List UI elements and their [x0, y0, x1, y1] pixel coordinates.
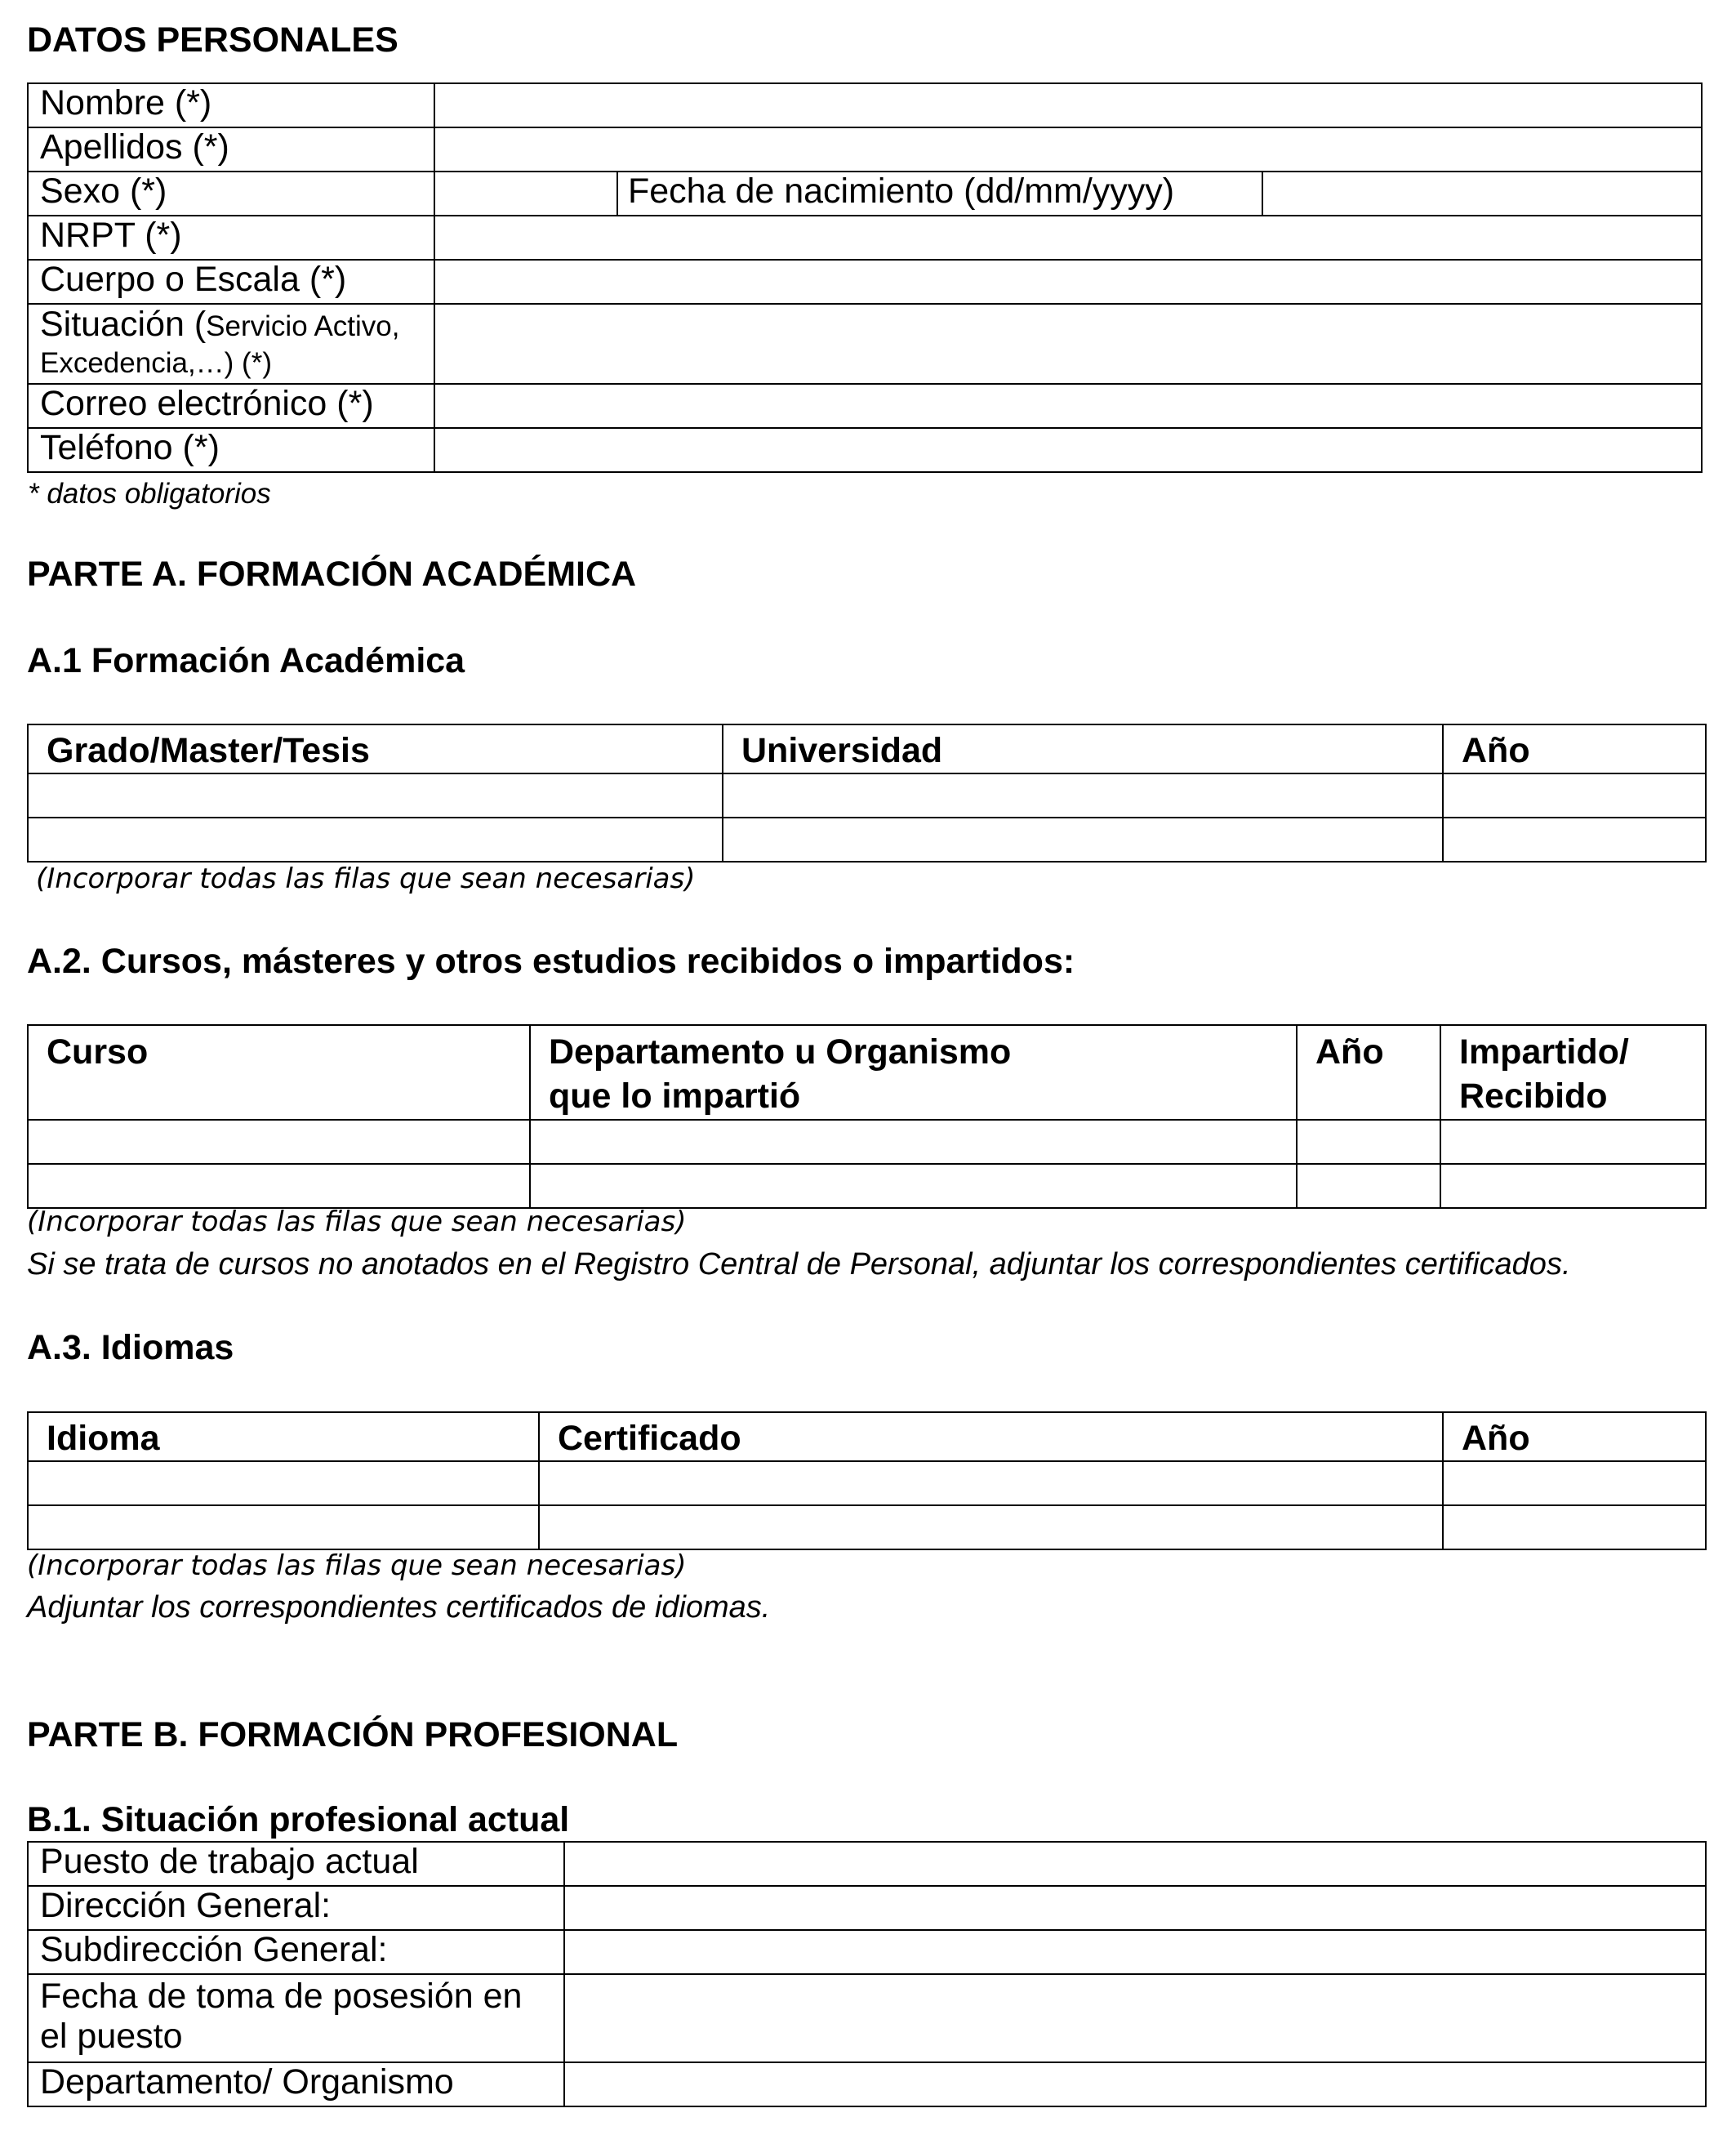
a3-certificates-note: Adjuntar los correspondientes certificados de idiomas. [27, 1590, 771, 1625]
situacion-profesional-table [27, 1841, 1707, 2107]
header-curso: Curso [28, 1025, 530, 1120]
formacion-academica-table [27, 724, 1707, 863]
cell-ano[interactable] [1297, 1120, 1440, 1164]
a2-certificates-note: Si se trata de cursos no anotados en el Registro Central de Personal, adjuntar los correspondientes certificados. [27, 1247, 1571, 1281]
label-apellidos: Apellidos (*) [28, 127, 434, 172]
cell-certificado[interactable] [539, 1461, 1443, 1505]
label-puesto-trabajo: Puesto de trabajo actual [28, 1842, 564, 1886]
header-ano: Año [1443, 724, 1706, 773]
label-telefono: Teléfono (*) [28, 428, 434, 472]
datos-personales-table [27, 82, 1703, 473]
input-apellidos[interactable] [434, 127, 1702, 172]
input-telefono[interactable] [434, 428, 1702, 472]
a2-rows-note: (Incorporar todas las filas que sean necesarias) [27, 1206, 687, 1238]
input-fecha-nacimiento[interactable] [1262, 172, 1702, 216]
input-direccion-general[interactable] [564, 1886, 1706, 1930]
header-grado: Grado/Master/Tesis [28, 724, 723, 773]
label-departamento-organismo: Departamento/ Organismo [28, 2062, 564, 2106]
idiomas-table [27, 1411, 1707, 1550]
input-sexo[interactable] [434, 172, 617, 216]
input-nrpt[interactable] [434, 216, 1702, 260]
fecha-toma-posesion-line1: Fecha de toma de posesión en [40, 1977, 523, 2016]
section-title-parte-a: PARTE A. FORMACIÓN ACADÉMICA [27, 555, 637, 594]
a1-rows-note: (Incorporar todas las filas que sean necesarias) [36, 863, 696, 895]
cell-ano[interactable] [1297, 1164, 1440, 1208]
label-subdireccion-general: Subdirección General: [28, 1930, 564, 1974]
cell-impartido-recibido[interactable] [1440, 1120, 1706, 1164]
situacion-label-main: Situación ( [40, 305, 207, 344]
cell-ano[interactable] [1443, 1461, 1706, 1505]
label-direccion-general: Dirección General: [28, 1886, 564, 1930]
label-correo: Correo electrónico (*) [28, 384, 434, 428]
input-nombre[interactable] [434, 83, 1702, 127]
header-recibido: Recibido [1459, 1076, 1608, 1116]
cell-grado[interactable] [28, 818, 723, 862]
situacion-label-detail-2: Excedencia,…) (*) [40, 347, 272, 380]
subsection-title-b1: B.1. Situación profesional actual [27, 1800, 570, 1839]
cell-departamento[interactable] [530, 1164, 1297, 1208]
cell-ano[interactable] [1443, 773, 1706, 818]
section-title-parte-b: PARTE B. FORMACIÓN PROFESIONAL [27, 1715, 679, 1754]
cell-universidad[interactable] [723, 773, 1443, 818]
input-situacion[interactable] [434, 304, 1702, 384]
header-departamento-line1: Departamento u Organismo [549, 1032, 1012, 1072]
input-puesto-trabajo[interactable] [564, 1842, 1706, 1886]
label-situacion [28, 304, 434, 384]
cell-ano[interactable] [1443, 818, 1706, 862]
input-correo[interactable] [434, 384, 1702, 428]
label-fecha-nacimiento: Fecha de nacimiento (dd/mm/yyyy) [617, 172, 1262, 216]
subsection-title-a3: A.3. Idiomas [27, 1328, 234, 1367]
header-ano: Año [1443, 1412, 1706, 1461]
cell-curso[interactable] [28, 1164, 530, 1208]
label-sexo: Sexo (*) [28, 172, 434, 216]
header-departamento [530, 1025, 1297, 1120]
header-impartido: Impartido/ [1459, 1032, 1629, 1072]
label-nrpt: NRPT (*) [28, 216, 434, 260]
subsection-title-a1: A.1 Formación Académica [27, 641, 465, 680]
label-nombre: Nombre (*) [28, 83, 434, 127]
a3-rows-note: (Incorporar todas las filas que sean necesarias) [27, 1549, 687, 1582]
required-fields-note: * datos obligatorios [28, 478, 271, 510]
cell-grado[interactable] [28, 773, 723, 818]
input-cuerpo-escala[interactable] [434, 260, 1702, 304]
situacion-label-detail: Servicio Activo, [206, 310, 400, 342]
subsection-title-a2: A.2. Cursos, másteres y otros estudios recibidos o impartidos: [27, 942, 1075, 981]
cell-universidad[interactable] [723, 818, 1443, 862]
cell-idioma[interactable] [28, 1505, 539, 1549]
input-fecha-toma-posesion[interactable] [564, 1974, 1706, 2062]
input-subdireccion-general[interactable] [564, 1930, 1706, 1974]
fecha-toma-posesion-line2: el puesto [40, 2017, 183, 2057]
header-departamento-line2: que lo impartió [549, 1076, 801, 1116]
cell-certificado[interactable] [539, 1505, 1443, 1549]
cell-ano[interactable] [1443, 1505, 1706, 1549]
header-idioma: Idioma [28, 1412, 539, 1461]
section-title-datos-personales: DATOS PERSONALES [27, 20, 398, 60]
header-universidad: Universidad [723, 724, 1443, 773]
cell-impartido-recibido[interactable] [1440, 1164, 1706, 1208]
cell-idioma[interactable] [28, 1461, 539, 1505]
header-ano: Año [1297, 1025, 1440, 1120]
cell-departamento[interactable] [530, 1120, 1297, 1164]
cell-curso[interactable] [28, 1120, 530, 1164]
label-fecha-toma-posesion [28, 1974, 564, 2062]
cursos-table [27, 1024, 1707, 1209]
label-cuerpo-escala: Cuerpo o Escala (*) [28, 260, 434, 304]
header-impartido-recibido [1440, 1025, 1706, 1120]
header-certificado: Certificado [539, 1412, 1443, 1461]
input-departamento-organismo[interactable] [564, 2062, 1706, 2106]
